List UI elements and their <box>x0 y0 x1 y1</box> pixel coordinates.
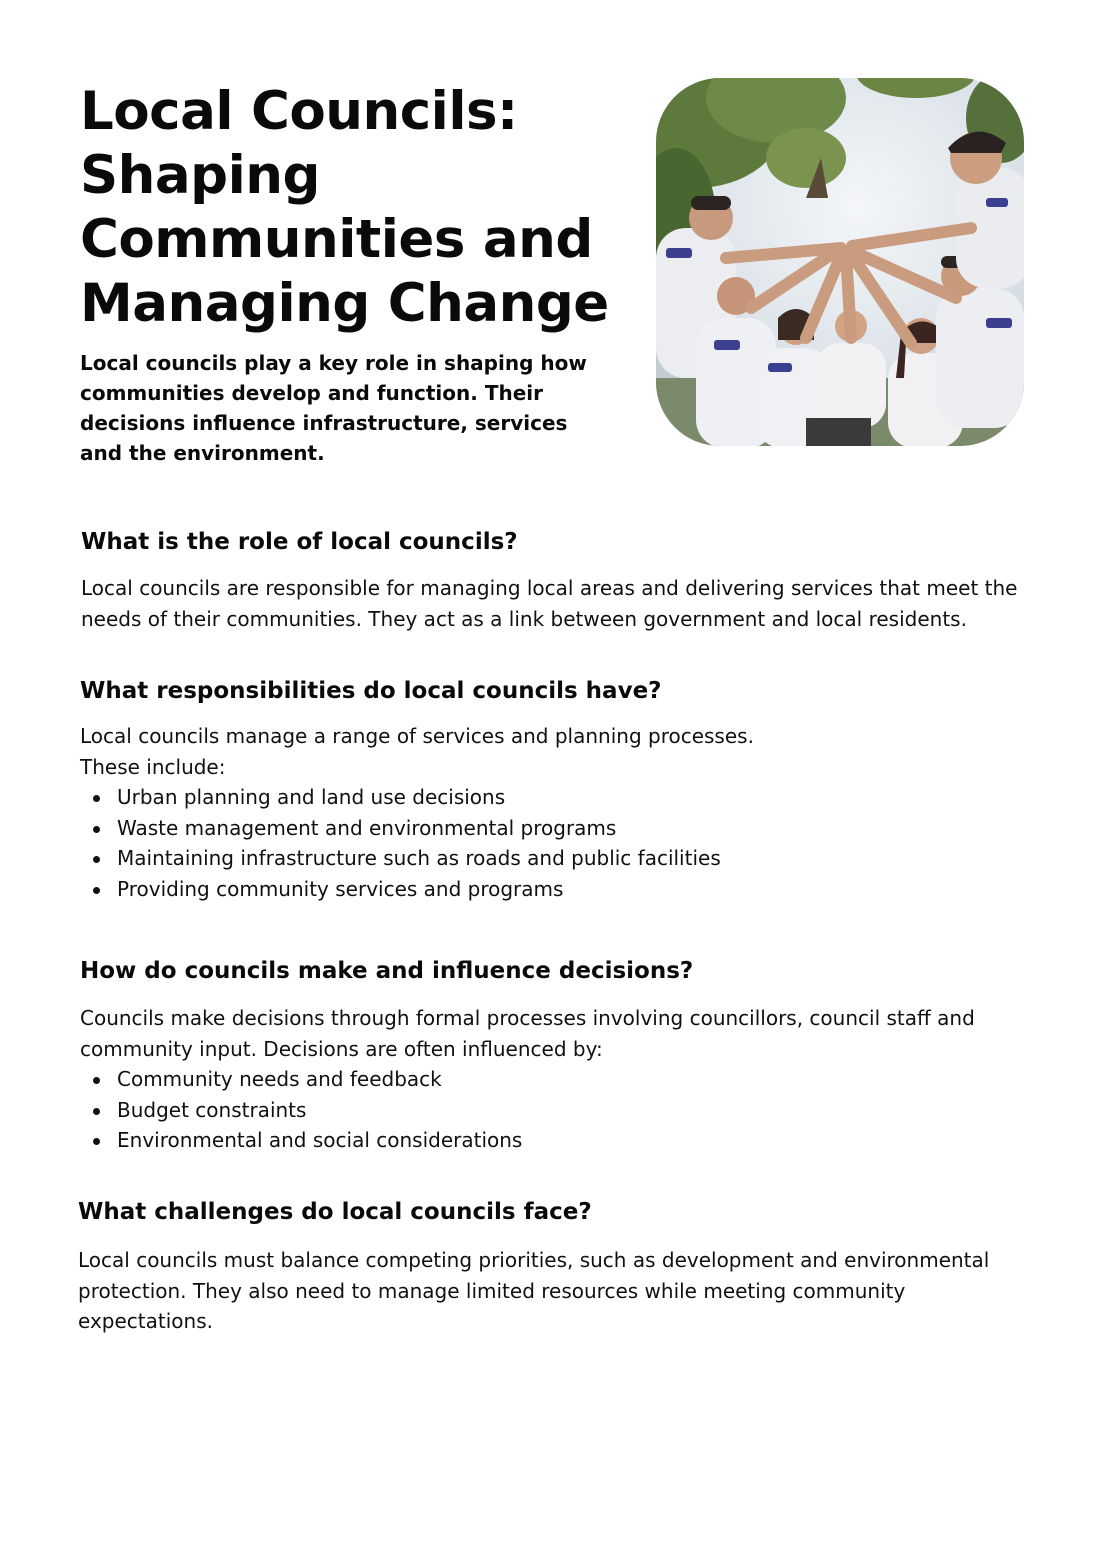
section-paragraph-line: These include: <box>80 754 226 779</box>
section-heading-challenges: What challenges do local councils face? <box>78 1199 592 1225</box>
section-paragraph: Councils make decisions through formal processes involving councillors, council staff and community input. Decisions are often influenced by: <box>80 1006 975 1061</box>
decision-factors-list <box>80 1064 1030 1156</box>
title-line: Shaping <box>80 145 320 206</box>
volunteers-photo <box>656 78 1024 446</box>
list-item: Environmental and social considerations <box>80 1125 1030 1156</box>
section-body-challenges <box>78 1245 1028 1337</box>
volunteers-photo-illustration <box>656 78 1024 446</box>
section-heading-responsibilities: What responsibilities do local councils have? <box>80 678 662 704</box>
section-heading-role: What is the role of local councils? <box>81 529 518 555</box>
title-line: Communities and <box>80 209 593 270</box>
title-line: Local Councils: <box>80 81 518 142</box>
section-body-responsibilities <box>80 721 1030 904</box>
page-title <box>80 80 620 336</box>
section-paragraph: Local councils must balance competing priorities, such as development and environmental protection. They also need to manage limited resources while meeting community expectations. <box>78 1248 990 1333</box>
section-body-decisions <box>80 1003 1030 1156</box>
list-item: Community needs and feedback <box>80 1064 1030 1095</box>
title-line: Managing Change <box>80 273 609 334</box>
list-item: Budget constraints <box>80 1095 1030 1126</box>
section-body-role <box>81 573 1041 634</box>
list-item: Providing community services and programs <box>80 874 1030 905</box>
responsibilities-list <box>80 782 1030 904</box>
section-paragraph-line: Local councils manage a range of services and planning processes. <box>80 724 754 748</box>
list-item: Maintaining infrastructure such as roads and public facilities <box>80 843 1030 874</box>
list-item: Waste management and environmental programs <box>80 813 1030 844</box>
list-item: Urban planning and land use decisions <box>80 782 1030 813</box>
section-paragraph: Local councils are responsible for managing local areas and delivering services that meet the needs of their communities. They act as a link between government and local residents. <box>81 576 1018 631</box>
intro-paragraph: Local councils play a key role in shaping how communities develop and function. Their decisions influence infrastructure, services and the environment. <box>80 351 587 465</box>
section-heading-decisions: How do councils make and influence decisions? <box>80 958 694 984</box>
